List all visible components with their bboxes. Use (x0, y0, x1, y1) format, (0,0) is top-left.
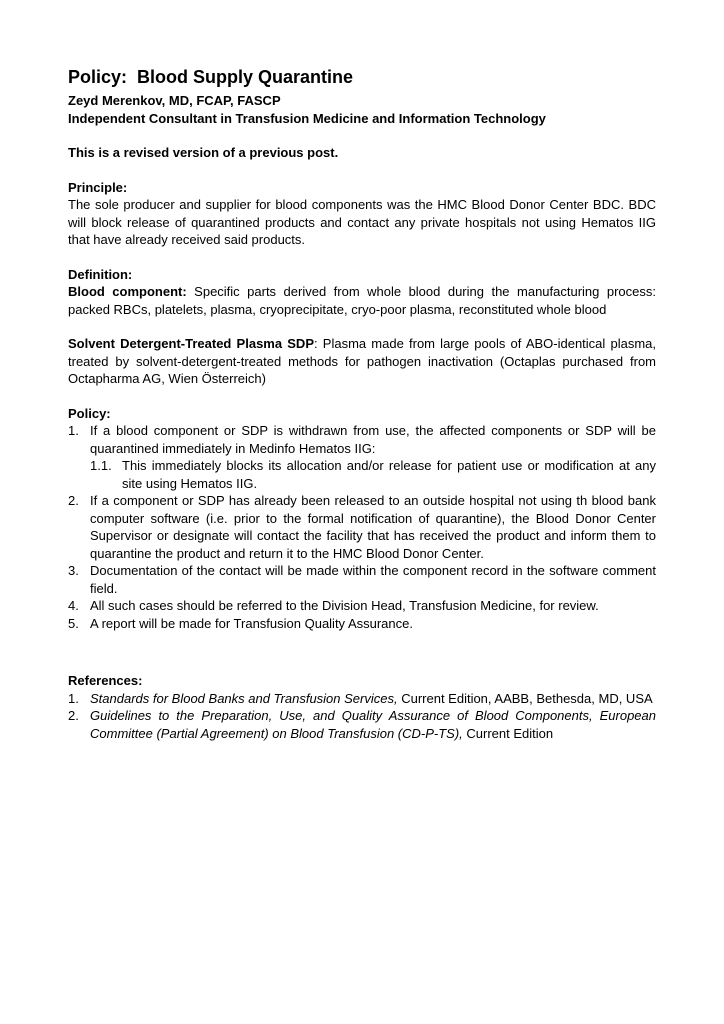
reference-item-1 (68, 690, 656, 708)
references-heading: References: (68, 673, 143, 688)
definition-heading: Definition: (68, 266, 133, 282)
policy-list (68, 422, 656, 632)
policy-item-text: Documentation of the contact will be made within the component record in the software comment field. (90, 563, 656, 596)
policy-subitem-text: This immediately blocks its allocation and/or release for patient use or modification at any site using Hematos IIG. (122, 458, 656, 491)
list-number: 1.1. (90, 458, 112, 473)
section-policy (68, 405, 656, 633)
list-number: 2. (68, 708, 79, 723)
list-number: 1. (68, 690, 79, 706)
definition-term-sdp (68, 335, 656, 388)
reference-detail: Current Edition, AABB, Bethesda, MD, USA (397, 690, 653, 706)
principle-paragraph: The sole producer and supplier for blood components was the HMC Blood Donor Center BDC. BDC will block release of quarantined products and contact any private hospitals not using Hematos IIG that have already received said products. (68, 197, 656, 247)
list-number: 2. (68, 493, 79, 508)
list-number: 5. (68, 615, 79, 631)
policy-item-2 (68, 492, 656, 562)
policy-item-5 (68, 615, 656, 633)
definition-term-label: Blood component: (68, 284, 187, 299)
policy-item-text: A report will be made for Transfusion Quality Assurance. (90, 615, 413, 631)
reference-item-2 (68, 707, 656, 742)
reference-text (90, 690, 656, 708)
policy-item-3 (68, 562, 656, 597)
section-principle (68, 179, 656, 249)
list-number: 3. (68, 563, 79, 578)
definition-term-label: Solvent Detergent-Treated Plasma SDP (68, 336, 314, 351)
reference-title-italic: Guidelines to the Preparation, Use, and Quality Assurance of Blood Components, European Committee (Partial Agreement) on Blood Transfusion (CD-P-TS), (90, 708, 656, 741)
author-credentials-line: Independent Consultant in Transfusion Medicine and Information Technology (68, 110, 546, 126)
definition-term-text: Specific parts derived from whole blood during the manufacturing process: packed RBCs, platelets, plasma, cryoprecipitate, cryo-poor plasma, reconstituted whole blood (68, 284, 656, 317)
policy-item-text: All such cases should be referred to the Division Head, Transfusion Medicine, for review. (90, 598, 599, 613)
list-number: 1. (68, 423, 79, 438)
policy-heading: Policy: (68, 405, 111, 421)
principle-heading: Principle: (68, 179, 128, 195)
section-definition (68, 266, 656, 388)
policy-item-4 (68, 597, 656, 615)
reference-text (90, 707, 656, 742)
policy-item-text: If a blood component or SDP is withdrawn from use, the affected components or SDP will be quarantined immediately in Medinfo Hematos IIG: (90, 423, 656, 456)
page-title: Policy: Blood Supply Quarantine (68, 67, 354, 87)
author-line: Zeyd Merenkov, MD, FCAP, FASCP (68, 93, 281, 108)
policy-item-text: If a component or SDP has already been released to an outside hospital not using th blood bank computer software (i.e. prior to the formal notification of quarantine), the Blood Donor Center Supervisor or designate will contact the facility that has received the product and inform them to quarantine the product and return it to the HMC Blood Donor Center. (90, 493, 656, 561)
definition-term-blood-component (68, 283, 656, 318)
policy-subitem-1-1 (90, 457, 656, 492)
section-references (68, 672, 656, 742)
policy-item-1 (68, 422, 656, 492)
revision-note: This is a revised version of a previous post. (68, 145, 339, 160)
list-number: 4. (68, 598, 79, 613)
references-list (68, 690, 656, 743)
reference-title-italic: Standards for Blood Banks and Transfusion Services, (90, 690, 398, 706)
definition-term-text: : Plasma made from large pools of ABO-identical plasma, treated by solvent-detergent-treated methods for pathogen inactivation (Octaplas purchased from Octapharma AG, Wien Österreich) (68, 336, 656, 386)
reference-detail: Current Edition (462, 725, 554, 741)
